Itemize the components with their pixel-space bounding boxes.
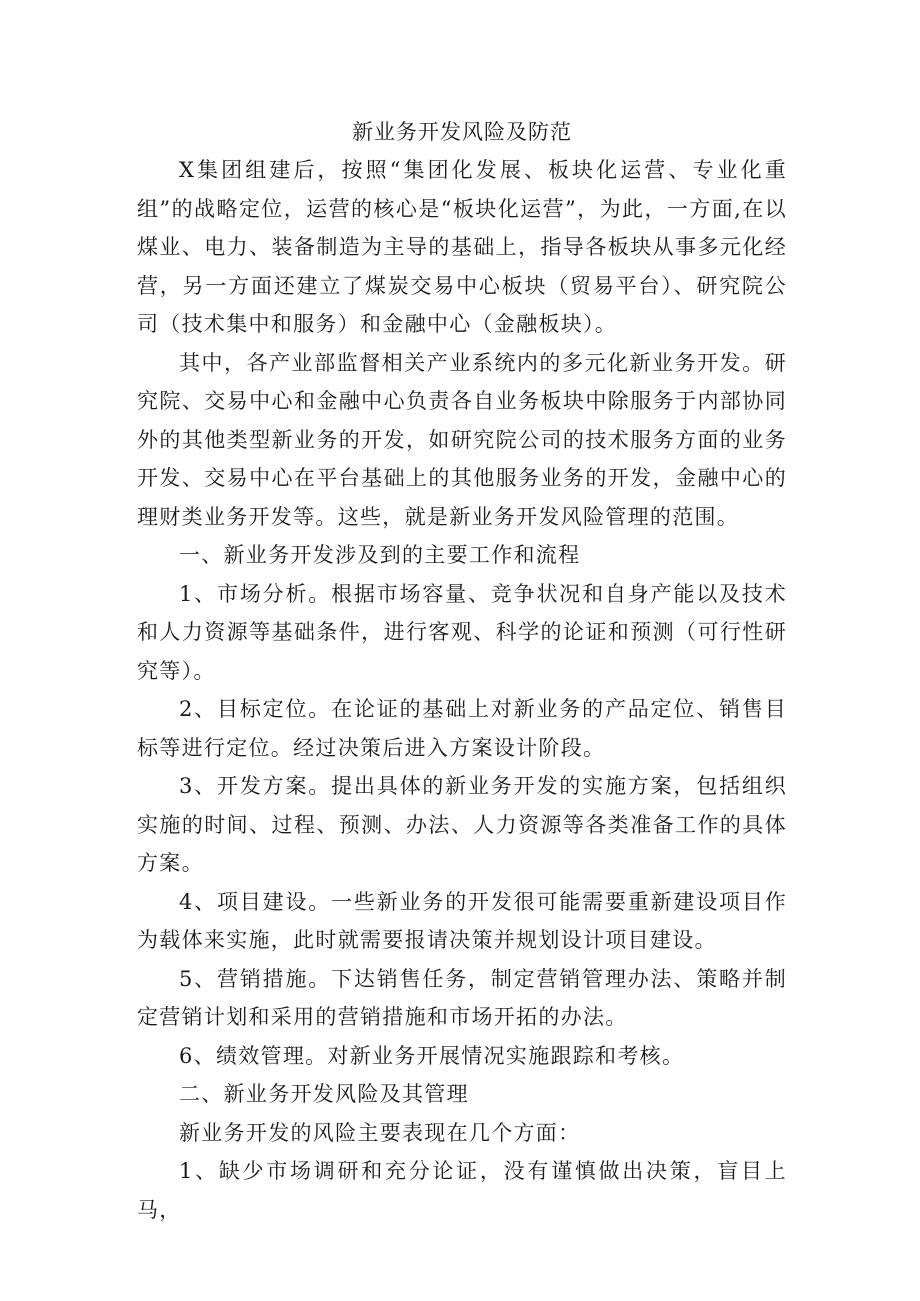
section-heading-2: 二、新业务开发风险及其管理: [179, 1082, 469, 1106]
list-item-project-construction: 4、项目建设。一些新业务的开发很可能需要重新建设项目作为载体来实施，此时就需要报请决策并规划设计项目建设。: [137, 889, 787, 952]
list-item-risk-1: 1、缺少市场调研和充分论证，没有谨慎做出决策，盲目上马，: [137, 1159, 787, 1222]
section-heading-1: 一、新业务开发涉及到的主要工作和流程: [179, 543, 581, 567]
paragraph-intro: X集团组建后，按照“集团化发展、板块化运营、专业化重组”的战略定位，运营的核心是“板块化运营”，为此，一方面,在以煤业、电力、装备制造为主导的基础上，指导各板块从事多元化经营，另一方面还建立了煤炭交易中心板块（贸易平台）、研究院公司（技术集中和服务）和金融中心（金融板块）。: [137, 158, 787, 336]
paragraph-risk-intro: 新业务开发的风险主要表现在几个方面：: [179, 1120, 581, 1145]
list-item-marketing-measures: 5、营销措施。下达销售任务，制定营销管理办法、策略并制定营销计划和采用的营销措施和市场开拓的办法。: [137, 966, 787, 1029]
list-item-market-analysis: 1、市场分析。根据市场容量、竞争状况和自身产能以及技术和人力资源等基础条件，进行客观、科学的论证和预测（可行性研究等）。: [137, 581, 787, 683]
document-title: 新业务开发风险及防范: [352, 120, 572, 144]
list-item-target-positioning: 2、目标定位。在论证的基础上对新业务的产品定位、销售目标等进行定位。经过决策后进入方案设计阶段。: [137, 697, 787, 760]
paragraph-scope: 其中，各产业部监督相关产业系统内的多元化新业务开发。研究院、交易中心和金融中心负责各自业务板块中除服务于内部协同外的其他类型新业务的开发，如研究院公司的技术服务方面的业务开发、交易中心在平台基础上的其他服务业务的开发，金融中心的理财类业务开发等。这些，就是新业务开发风险管理的范围。: [137, 350, 787, 529]
list-item-performance-management: 6、绩效管理。对新业务开展情况实施跟踪和考核。: [179, 1043, 685, 1068]
document-page: [137, 113, 787, 1229]
list-item-development-plan: 3、开发方案。提出具体的新业务开发的实施方案，包括组织实施的时间、过程、预测、办法、人力资源等各类准备工作的具体方案。: [137, 774, 787, 875]
